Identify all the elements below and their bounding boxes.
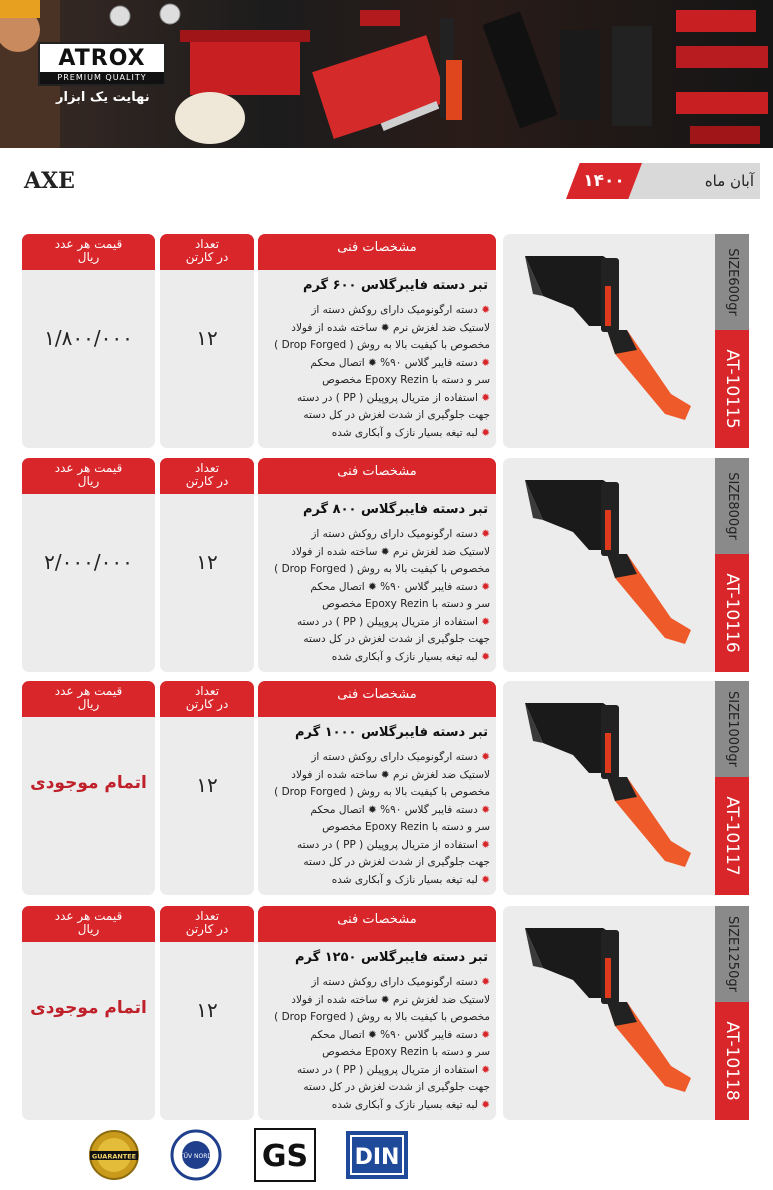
product-title: تبر دسته فایبرگلاس ۱۰۰۰ گرم [295,725,488,740]
bullet-star-icon: ✹ [477,1063,490,1076]
bullet-star-icon: ✹ [477,615,490,628]
spec-line: ✹ لبه تیغه بسیار نازک و آبکاری شده [331,873,490,886]
category-title: AXE [24,168,75,194]
spec-line: ✹ دسته ارگونومیک دارای روکش دسته از [311,528,490,540]
product-image-card [503,458,715,672]
bullet-star-icon: ✹ [477,304,490,316]
din-badge-icon [346,1131,408,1179]
size-label: SIZE1250gr [725,916,740,992]
size-label: SIZE600gr [725,248,740,316]
spec-line: سر و دسته با Epoxy Rezin مخصوص [322,1046,490,1058]
brand-tagline: PREMIUM QUALITY [40,72,164,84]
spec-line: لاستیک ضد لغزش نرم ✹ ساخته شده از فولاد [291,768,490,781]
spec-line: جهت جلوگیری از شدت لغزش در کل دسته [303,856,490,868]
bullet-star-icon: ✹ [477,803,490,816]
product-row [0,681,773,895]
bullet-star-icon: ✹ [477,1098,490,1111]
tuv-badge-text: TÜV NORD [179,1153,213,1160]
month-label: آبان ماه [704,172,754,190]
bullet-star-icon: ✹ [477,976,490,988]
size-label: SIZE800gr [725,472,740,540]
product-row [0,234,773,448]
spec-line: ✹ استفاده از متریال پروپیلن ( PP ) در دسته [297,391,490,404]
product-title: تبر دسته فایبرگلاس ۶۰۰ گرم [302,278,488,293]
spec-line: ✹ لبه تیغه بسیار نازک و آبکاری شده [331,650,490,663]
din-badge-text: DIN [354,1145,400,1170]
product-title: تبر دسته فایبرگلاس ۱۲۵۰ گرم [295,950,488,965]
axe-icon [503,458,715,672]
spec-line: ✹ دسته فایبر گلاس ۹۰% ✹ اتصال محکم [310,580,490,593]
product-code: AT-10115 [722,349,742,429]
brand-subtitle: نهایت یک ابزار [56,90,150,105]
specs-header: مشخصات فنی [258,681,496,717]
spec-line: سر و دسته با Epoxy Rezin مخصوص [322,598,490,610]
spec-line: سر و دسته با Epoxy Rezin مخصوص [322,374,490,386]
price-value: اتمام موجودی [30,773,147,793]
size-label: SIZE1000gr [725,691,740,767]
tuv-badge-icon [170,1129,222,1181]
specs-header: مشخصات فنی [258,234,496,270]
spec-line: لاستیک ضد لغزش نرم ✹ ساخته شده از فولاد [291,545,490,558]
product-code: AT-10117 [722,796,742,876]
gs-badge-icon [254,1128,316,1182]
product-image-card [503,234,715,448]
qty-header: تعداد در کارتن [160,906,254,942]
bullet-star-icon: ✹ [477,838,490,851]
axe-icon [503,234,715,448]
spec-line: ✹ دسته ارگونومیک دارای روکش دسته از [311,304,490,316]
spec-line: سر و دسته با Epoxy Rezin مخصوص [322,821,490,833]
bullet-star-icon: ✹ [477,751,490,763]
spec-line: ✹ دسته ارگونومیک دارای روکش دسته از [311,751,490,763]
qty-value: ۱۲ [196,773,218,797]
spec-line: ✹ استفاده از متریال پروپیلن ( PP ) در دسته [297,1063,490,1076]
guarantee-badge-text: GUARANTEE [91,1152,137,1161]
spec-line: جهت جلوگیری از شدت لغزش در کل دسته [303,1081,490,1093]
product-image-card [503,681,715,895]
spec-line: لاستیک ضد لغزش نرم ✹ ساخته شده از فولاد [291,321,490,334]
bullet-star-icon: ✹ [477,650,490,663]
qty-header: تعداد در کارتن [160,681,254,717]
year-label: ۱۴۰۰ [583,171,625,191]
price-value: ۱/۸۰۰/۰۰۰ [44,326,133,350]
spec-line: مخصوص با کیفیت بالا به روش ( Drop Forged ) [274,786,490,798]
price-header: قیمت هر عدد ریال [22,234,155,270]
bullet-star-icon: ✹ [477,1028,490,1041]
spec-line: ✹ لبه تیغه بسیار نازک و آبکاری شده [331,426,490,439]
price-header: قیمت هر عدد ریال [22,906,155,942]
spec-line: مخصوص با کیفیت بالا به روش ( Drop Forged ) [274,1011,490,1023]
specs-header: مشخصات فنی [258,458,496,494]
product-row [0,458,773,672]
spec-line: ✹ دسته فایبر گلاس ۹۰% ✹ اتصال محکم [310,356,490,369]
product-image-card [503,906,715,1120]
qty-value: ۱۲ [196,998,218,1022]
brand-name: ATROX [58,46,146,71]
bullet-star-icon: ✹ [477,391,490,404]
spec-line: ✹ دسته فایبر گلاس ۹۰% ✹ اتصال محکم [310,1028,490,1041]
brand-logo [38,42,166,86]
bullet-star-icon: ✹ [477,426,490,439]
product-code: AT-10116 [722,573,742,653]
product-code: AT-10118 [722,1021,742,1101]
certification-badges [0,1128,773,1182]
spec-line: مخصوص با کیفیت بالا به روش ( Drop Forged ) [274,563,490,575]
bullet-star-icon: ✹ [477,528,490,540]
spec-line: ✹ دسته ارگونومیک دارای روکش دسته از [311,976,490,988]
qty-header: تعداد در کارتن [160,458,254,494]
header-banner [0,0,773,148]
gs-badge-text: GS [261,1139,309,1174]
price-header: قیمت هر عدد ریال [22,681,155,717]
axe-icon [503,906,715,1120]
axe-icon [503,681,715,895]
spec-line: لاستیک ضد لغزش نرم ✹ ساخته شده از فولاد [291,993,490,1006]
price-value: ۲/۰۰۰/۰۰۰ [44,550,133,574]
spec-line: جهت جلوگیری از شدت لغزش در کل دسته [303,409,490,421]
spec-line: ✹ استفاده از متریال پروپیلن ( PP ) در دسته [297,838,490,851]
specs-header: مشخصات فنی [258,906,496,942]
bullet-star-icon: ✹ [477,873,490,886]
price-header: قیمت هر عدد ریال [22,458,155,494]
spec-line: ✹ دسته فایبر گلاس ۹۰% ✹ اتصال محکم [310,803,490,816]
spec-line: مخصوص با کیفیت بالا به روش ( Drop Forged ) [274,339,490,351]
product-row [0,906,773,1120]
bullet-star-icon: ✹ [477,356,490,369]
spec-line: ✹ لبه تیغه بسیار نازک و آبکاری شده [331,1098,490,1111]
qty-header: تعداد در کارتن [160,234,254,270]
bullet-star-icon: ✹ [477,580,490,593]
qty-value: ۱۲ [196,326,218,350]
guarantee-badge-icon [88,1128,140,1182]
spec-line: جهت جلوگیری از شدت لغزش در کل دسته [303,633,490,645]
price-value: اتمام موجودی [30,998,147,1018]
product-title: تبر دسته فایبرگلاس ۸۰۰ گرم [302,502,488,517]
qty-value: ۱۲ [196,550,218,574]
spec-line: ✹ استفاده از متریال پروپیلن ( PP ) در دسته [297,615,490,628]
